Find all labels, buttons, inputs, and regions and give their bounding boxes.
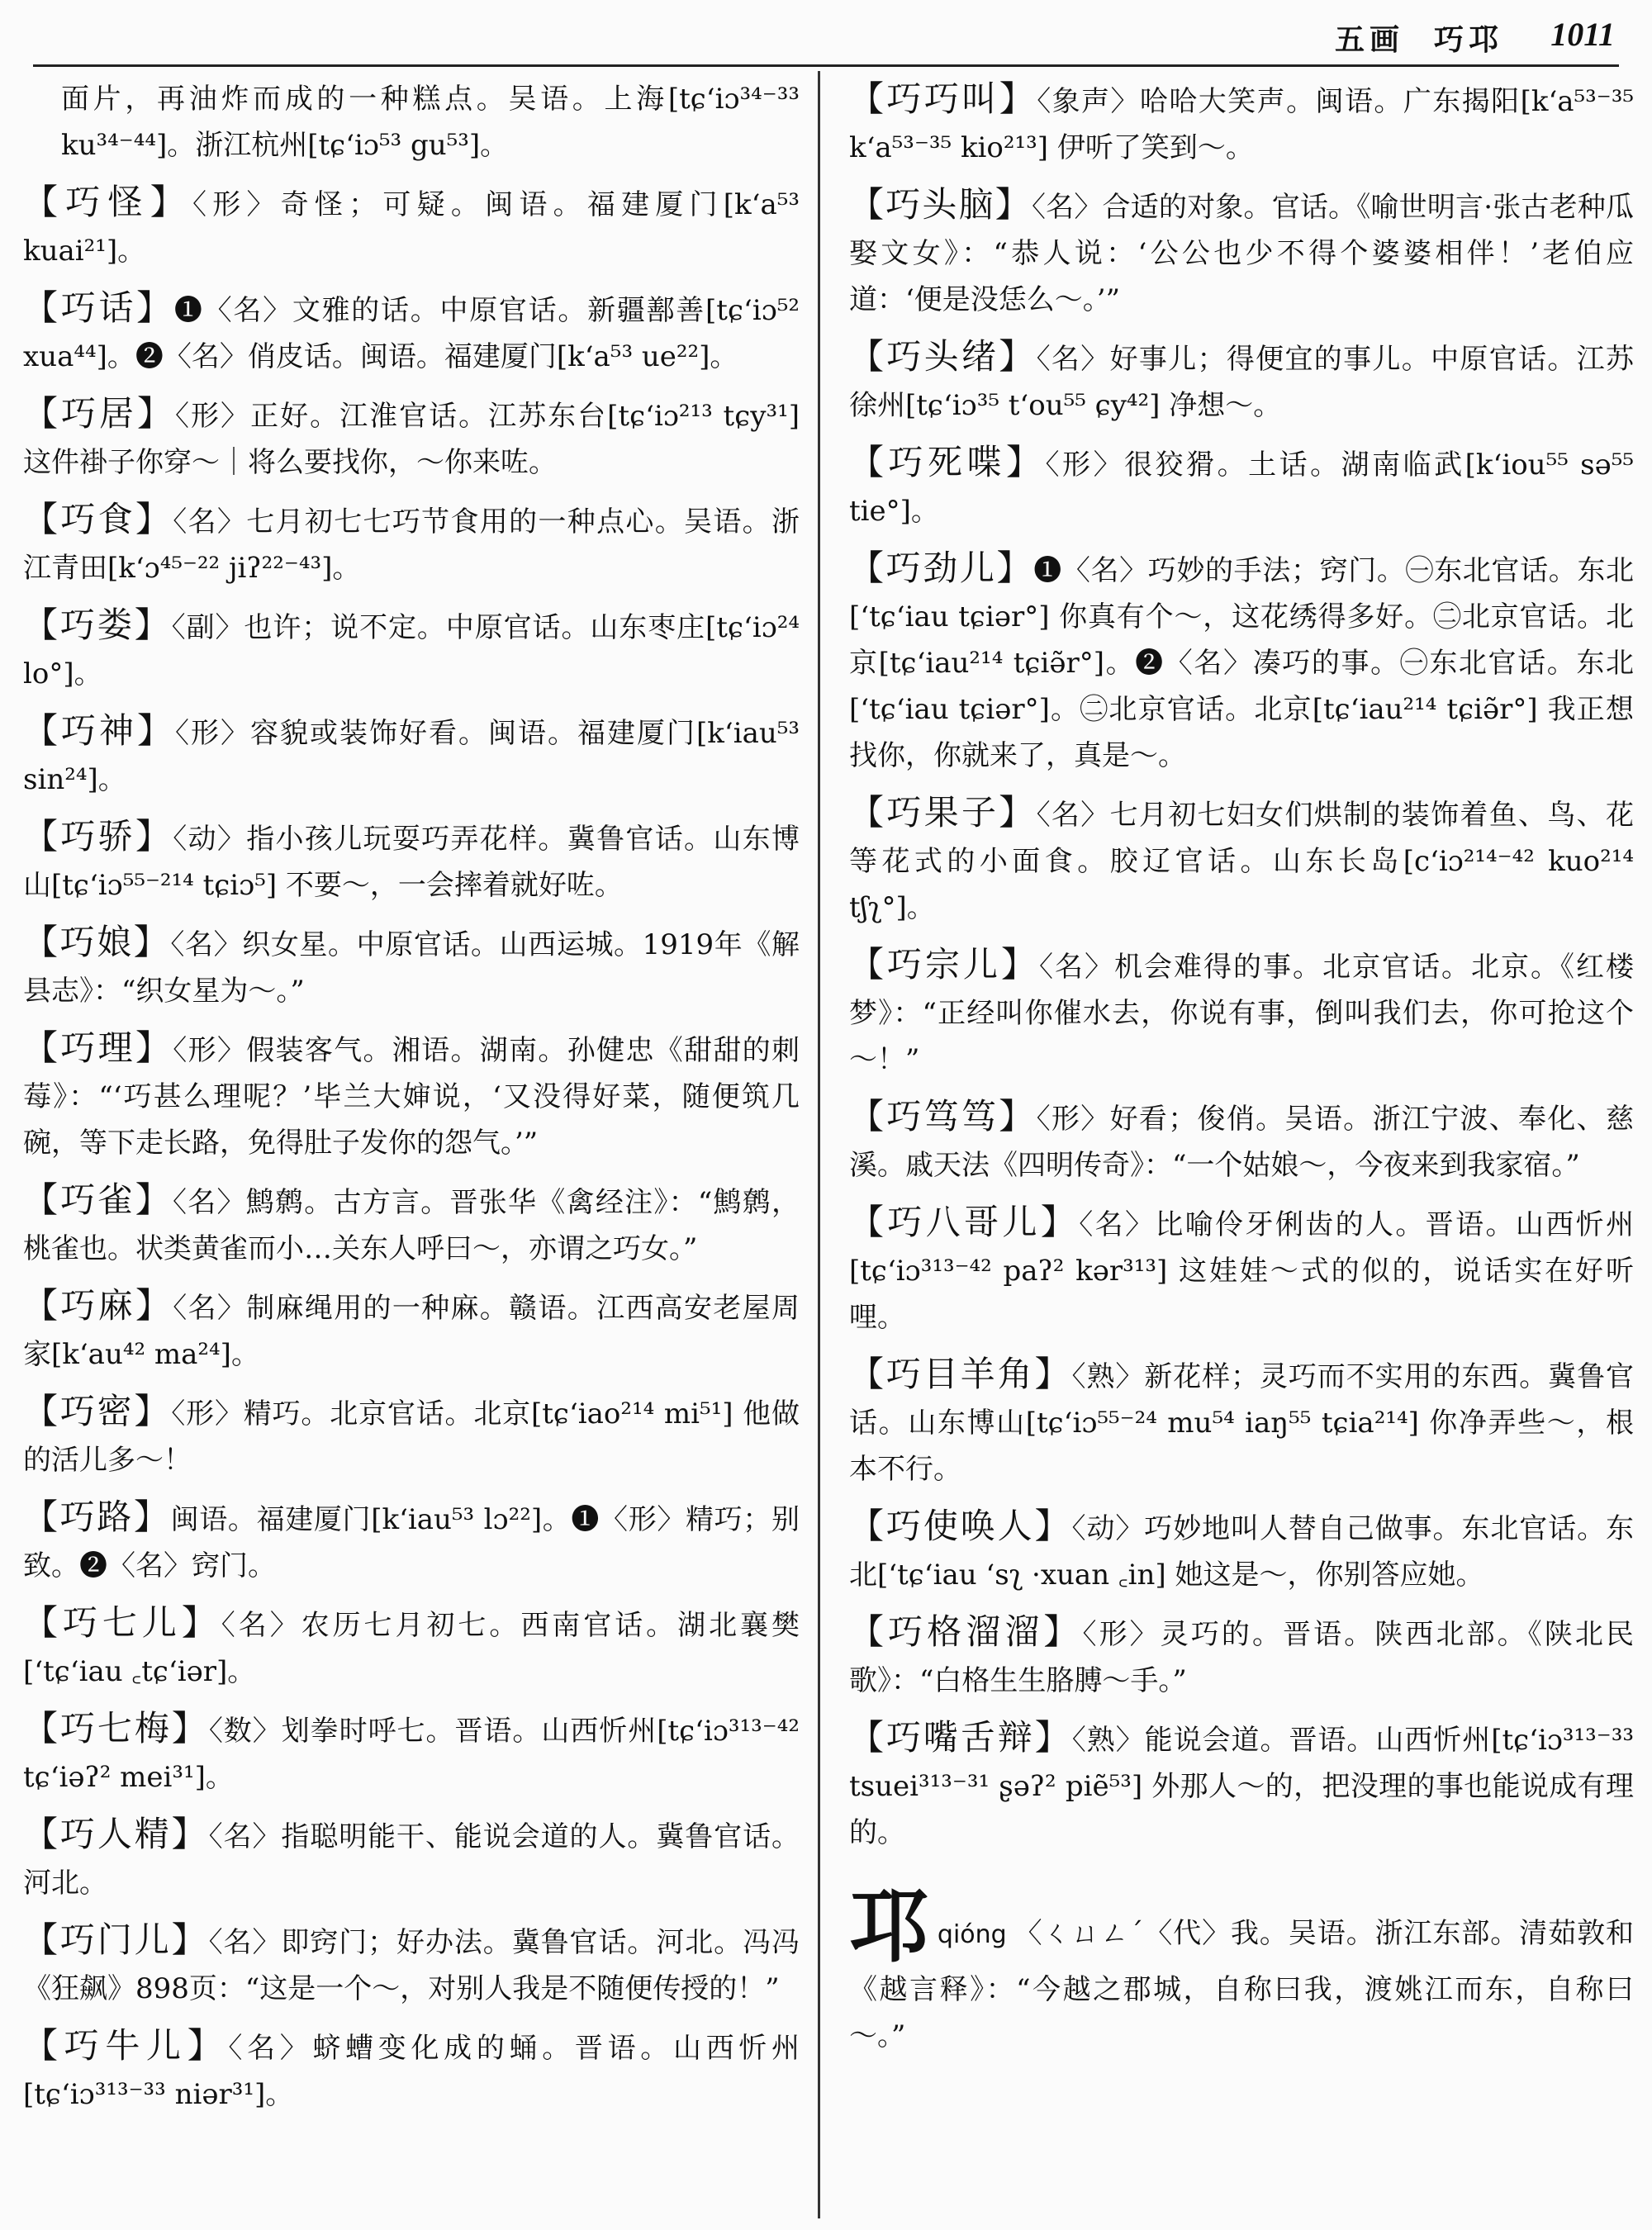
entry-headword: 【巧路】 [23,1497,171,1537]
dictionary-entry [849,182,1634,323]
entry-headword: 【巧头绪】 [849,336,1037,377]
entry-definition: 〈ㄑㄩㄥˊ〈代〉我。吴语。浙江东部。清茹敦和《越言释》：“今越之郡城，自称曰我，渡姚江而东，自称曰～。” [849,1917,1634,2052]
entry-definition: 〈形〉容貌或装饰好看。闽语。福建厦门[kʻiau⁵³ sin²⁴]。 [23,717,800,796]
entry-headword: 【巧门儿】 [23,1919,209,1960]
entry-definition: 〈名〉蛴螬变化成的蛹。晋语。山西忻州[tɕʻiɔ³¹³⁻³³ niər³¹]。 [23,2032,800,2111]
entry-headword: 【巧巧叫】 [849,78,1037,119]
dictionary-entry [849,1199,1634,1340]
entry-definition: 〈形〉灵巧的。晋语。陕西北部。《陕北民歌》：“白格生生胳膊～手。” [849,1618,1634,1697]
entry-definition: 〈名〉七月初七妇女们烘制的装饰着鱼、鸟、花等花式的小面食。胶辽官话。山东长岛[cʻiɔ²¹⁴⁻⁴² kuo²¹⁴ tʃʅ°]。 [849,799,1634,924]
dictionary-entry [23,1600,800,1695]
entry-definition: 〈名〉制麻绳用的一种麻。赣语。江西高安老屋周家[kʻau⁴² ma²⁴]。 [23,1292,800,1371]
dictionary-entry [849,545,1634,779]
entry-definition: 〈名〉机会难得的事。北京官话。北京。《红楼梦》：“正经叫你催水去，你说有事，倒叫我们去，你可抢这个～！” [849,951,1634,1076]
dictionary-entry [23,1177,800,1272]
dictionary-entry [23,1494,800,1589]
entry-definition: 〈形〉正好。江淮官话。江苏东台[tɕʻiɔ²¹³ tɕy³¹] 这件褂子你穿～｜将么要找你，～你来咗。 [23,400,800,479]
entry-definition: 〈名〉好事儿；得便宜的事儿。中原官话。江苏徐州[tɕʻiɔ³⁵ tʻou⁵⁵ ɕy⁴²] 净想～。 [849,343,1634,422]
entry-definition: 〈动〉指小孩儿玩耍巧弄花样。冀鲁官话。山东博山[tɕʻiɔ⁵⁵⁻²¹⁴ tɕiɔ⁵] 不要～，一会摔着就好咗。 [23,823,800,902]
dictionary-entry [849,334,1634,429]
entry-definition: 〈形〉奇怪；可疑。闽语。福建厦门[kʻa⁵³ kuai²¹]。 [23,188,800,268]
entry-headword: 【巧目羊角】 [849,1354,1072,1394]
dictionary-entry [849,1609,1634,1704]
entry-definition: ❶〈名〉巧妙的手法；窍门。㊀东北官话。东北[ʻtɕʻiau tɕiər°] 你真有个～，这花绣得多好。㊁北京官话。北京[tɕʻiau²¹⁴ tɕiə̃r°]。❷〈名〉凑巧的事。㊀东北官话。东北[ʻtɕʻiau tɕiər°]。㊁北京官话。北京[tɕʻiau²¹⁴ tɕiə̃r°] 我正想找你，你就来了，真是～。 [849,554,1634,772]
entry-headword: 【巧人精】 [23,1814,209,1854]
entry-definition: ❶〈名〉文雅的话。中原官话。新疆鄯善[tɕʻiɔ⁵² xua⁴⁴]。❷〈名〉俏皮话。闽语。福建厦门[kʻa⁵³ ue²²]。 [23,294,800,373]
right-column [849,76,1634,2223]
entry-definition: 〈数〉划拳时呼七。晋语。山西忻州[tɕʻiɔ³¹³⁻⁴² tɕʻiəʔ² mei³¹]。 [23,1715,800,1794]
dictionary-entry [23,1811,800,1906]
entry-headword: 【巧密】 [23,1391,172,1431]
entry-definition: 〈名〉鹪鹩。古方言。晋张华《禽经注》：“鹪鹩，桃雀也。状类黄雀而小…关东人呼曰～，亦谓之巧女。” [23,1186,800,1265]
entry-headword: 【巧食】 [23,499,173,539]
entry-headword: 【巧牛儿】 [23,2025,229,2066]
entry-headword: 【巧麻】 [23,1285,173,1326]
entry-headword: 【巧八哥儿】 [849,1202,1080,1242]
entry-definition: 〈名〉七月初七七巧节食用的一种点心。吴语。浙江青田[kʻɔ⁴⁵⁻²² jiʔ²²⁻⁴³]。 [23,505,800,585]
dictionary-entry [23,1706,800,1801]
dictionary-entry [23,496,800,591]
header-words: 巧邛 [1433,22,1503,57]
entry-headword: 【巧果子】 [849,792,1037,833]
dictionary-entry [23,179,800,274]
entry-definition: 〈形〉精巧。北京官话。北京[tɕʻiao²¹⁴ mi⁵¹] 他做的活儿多～！ [23,1397,800,1477]
column-divider [818,71,820,2218]
entry-character: 邛 [849,1880,929,1973]
entry-headword: 【巧七梅】 [23,1708,209,1748]
entry-definition: 〈名〉农历七月初七。西南官话。湖北襄樊[ʻtɕʻiau ꜀tɕʻiər]。 [23,1609,800,1688]
dictionary-entry [23,1283,800,1378]
dictionary-entry [23,76,800,168]
entry-definition: 〈熟〉能说会道。晋语。山西忻州[tɕʻiɔ³¹³⁻³³ tsuei³¹³⁻³¹ ʂəʔ² piẽ⁵³] 外那人～的，把没理的事也能说成有理的。 [849,1724,1634,1849]
entry-definition: 〈形〉假装客气。湘语。湖南。孙健忠《甜甜的刺莓》：“‘巧甚么理呢？’毕兰大婶说，‘又没得好菜，随便筑几碗，等下走长路，免得肚子发你的怨气。’” [23,1034,800,1160]
entry-headword: 【巧死喋】 [849,442,1046,482]
entry-definition: 〈名〉即窍门；好办法。冀鲁官话。河北。冯冯《狂飙》898页：“这是一个～，对别人我是不随便传授的！” [23,1926,800,2005]
dictionary-entry [23,602,800,697]
dictionary-entry [849,790,1634,931]
dictionary-entry [23,814,800,909]
dictionary-entry [849,1503,1634,1598]
dictionary-entry [849,942,1634,1083]
entry-headword: 【巧嘴舌辩】 [849,1717,1072,1758]
entry-definition: 〈名〉指聪明能干、能说会道的人。冀鲁官话。河北。 [23,1820,800,1900]
dictionary-entry [23,919,800,1014]
entry-definition: 〈动〉巧妙地叫人替自己做事。东北官话。东北[ʻtɕʻiau ʻsʅ ·xuan ꜀in] 她这是～，你别答应她。 [849,1512,1634,1592]
entry-headword: 【巧理】 [23,1027,173,1068]
entry-headword: 【巧怪】 [23,182,192,222]
entry-headword: 【巧娘】 [23,922,171,962]
dictionary-entry [23,391,800,486]
entry-headword: 【巧劲儿】 [849,548,1034,588]
entry-headword: 【巧七儿】 [23,1602,221,1643]
entry-headword: 【巧使唤人】 [849,1506,1072,1546]
entry-definition: 面片，再油炸而成的一种糕点。吴语。上海[tɕʻiɔ³⁴⁻³³ ku³⁴⁻⁴⁴]。浙江杭州[tɕʻiɔ⁵³ gu⁵³]。 [61,83,800,162]
entry-headword: 【巧话】 [23,287,174,328]
dictionary-entry [23,2023,800,2118]
dictionary-entry [849,1094,1634,1189]
entry-definition: 〈名〉比喻伶牙俐齿的人。晋语。山西忻州[tɕʻiɔ³¹³⁻⁴² paʔ² kər³¹³] 这娃娃～式的似的，说话实在好听哩。 [849,1208,1634,1334]
entry-headword: 【巧笃笃】 [849,1096,1037,1136]
entry-headword: 【巧居】 [23,393,176,434]
dictionary-entry [849,1351,1634,1492]
header-rule [33,64,1619,67]
entry-definition: 〈副〉也许；说不定。中原官话。山东枣庄[tɕʻiɔ²⁴ lo°]。 [23,611,800,690]
entry-definition: 〈熟〉新花样；灵巧而不实用的东西。冀鲁官话。山东博山[tɕʻiɔ⁵⁵⁻²⁴ mu⁵⁴ iaŋ⁵⁵ tɕia²¹⁴] 你净弄些～，根本不行。 [849,1360,1634,1486]
dictionary-entry [849,1715,1634,1856]
left-column [23,76,800,2223]
page-number: 1011 [1550,16,1615,53]
entry-headword: 【巧格溜溜】 [849,1611,1083,1652]
entry-headword: 【巧雀】 [23,1179,173,1220]
dictionary-entry [23,285,800,380]
entry-definition: 闽语。福建厦门[kʻiau⁵³ lɔ²²]。❶〈形〉精巧；别致。❷〈名〉窍门。 [23,1503,800,1582]
dictionary-entry [849,439,1634,534]
page-header [0,0,1652,66]
header-section: 五画 [1334,22,1404,57]
entry-definition: 〈名〉合适的对象。官话。《喻世明言·张古老种瓜娶文女》：“恭人说：‘公公也少不得个婆婆相伴！’老伯应道：‘便是没恁么～。’” [849,191,1634,316]
entry-definition: 〈形〉很狡猾。土话。湖南临武[kʻiou⁵⁵ sə⁵⁵ tie°]。 [849,448,1634,528]
entry-definition: 〈形〉好看；俊俏。吴语。浙江宁波、奉化、慈溪。戚天法《四明传奇》：“一个姑娘～，今夜来到我家宿。” [849,1103,1634,1182]
entry-definition: 〈象声〉哈哈大笑声。闽语。广东揭阳[kʻa⁵³⁻³⁵ kʻa⁵³⁻³⁵ kio²¹³] 伊听了笑到～。 [849,85,1634,164]
entry-pinyin: qióng [937,1920,1007,1949]
entry-headword: 【巧宗儿】 [849,944,1039,985]
entry-definition: 〈名〉织女星。中原官话。山西运城。1919年《解县志》：“织女星为～。” [23,928,800,1008]
entry-headword: 【巧神】 [23,710,176,751]
dictionary-entry [23,1388,800,1483]
dictionary-entry [23,708,800,803]
character-entry [849,1880,1634,2059]
dictionary-entry [849,76,1634,171]
entry-headword: 【巧头脑】 [849,184,1032,225]
entry-headword: 【巧骄】 [23,816,173,856]
dictionary-entry [23,1917,800,2012]
dictionary-entry [23,1025,800,1166]
entry-headword: 【巧娄】 [23,605,172,645]
